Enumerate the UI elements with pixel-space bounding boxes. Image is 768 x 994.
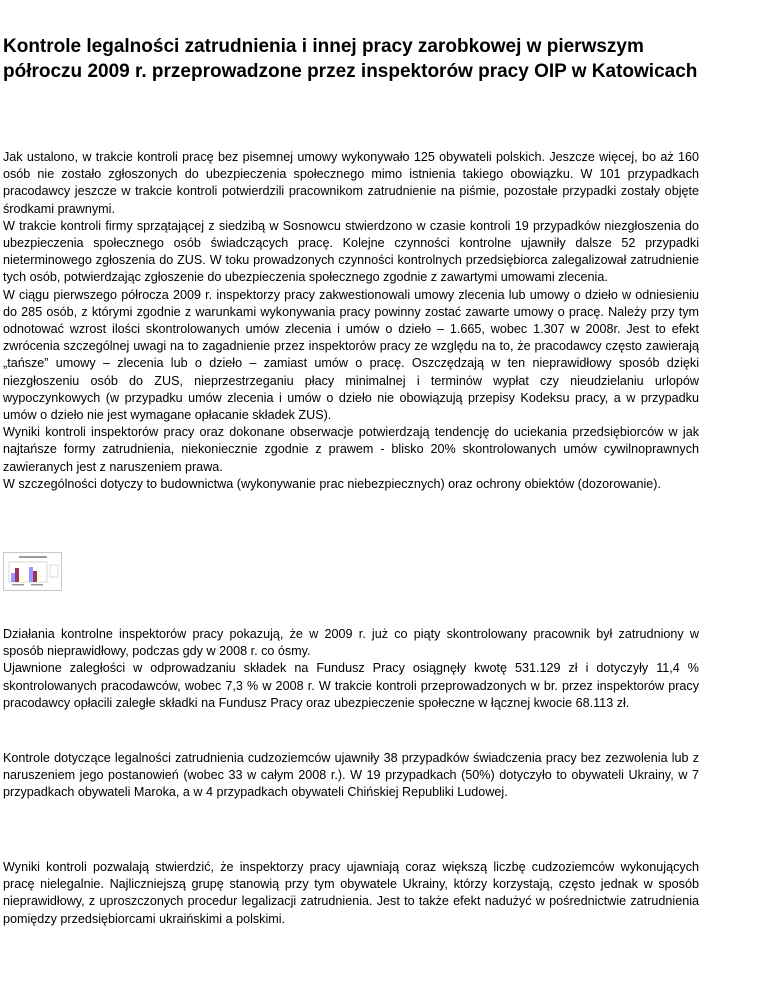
paragraph: Jak ustalono, w trakcie kontroli pracę bez pisemnej umowy wykonywało 125 obywateli polskich. Jeszcze więcej, bo aż 160 osób nie zostało zgłoszonych do ubezpieczenia społecznego mimo istnienia takiego obowiązku. W 101 przypadkach pracodawcy jeszcze w trakcie kontroli potwierdzili pracownikom zatrudnienie na piśmie, pozostałe przypadki zostały objęte środkami prawnymi. — [3, 150, 699, 216]
paragraph: W trakcie kontroli firmy sprzątającej z siedzibą w Sosnowcu stwierdzono w czasie kontroli 19 przypadków niezgłoszenia do ubezpieczenia społecznego osób świadczących pracę. Kolejne czynności kontrolne ujawniły dalsze 52 przypadki nieterminowego zgłoszenia do ZUS. W toku prowadzonych czynności kontrolnych przedsiębiorca zalegalizował zatrudnienie tych osób, potwierdzając zgłoszenie do ubezpieczenia społecznego zgodnie z zawartymi umowami zlecenia. — [3, 218, 699, 285]
section-foreigners — [3, 750, 699, 802]
thumbnail-bar — [15, 568, 19, 582]
thumbnail-bar — [29, 567, 33, 582]
document-title: Kontrole legalności zatrudnienia i innej pracy zarobkowej w pierwszym półroczu 2009 r. przeprowadzone przez inspektorów pracy OIP w Katowicach — [3, 36, 698, 82]
section-conclusions — [3, 859, 699, 928]
chart-thumbnail-graphic — [4, 553, 61, 590]
section-findings — [3, 149, 699, 493]
paragraph: Działania kontrolne inspektorów pracy pokazują, że w 2009 r. już co piąty skontrolowany pracownik był zatrudniony w sposób nieprawidłowy, podczas gdy w 2008 r. co ósmy. — [3, 627, 699, 659]
section-statistics — [3, 626, 699, 712]
paragraph: Wyniki kontroli inspektorów pracy oraz dokonane obserwacje potwierdzają tendencję do uciekania przedsiębiorców w jak najtańsze formy zatrudnienia, niekoniecznie zgodnie z prawem - blisko 20% skontrolowanych umów cywilnoprawnych zawieranych jest z naruszeniem prawa. — [3, 425, 699, 474]
thumbnail-bar — [37, 574, 41, 582]
paragraph: Wyniki kontroli pozwalają stwierdzić, że inspektorzy pracy ujawniają coraz większą liczbę cudzoziemców wykonujących pracę nielegalnie. Najliczniejszą grupę stanowią przy tym obywatele Ukrainy, którzy korzystają, często jednak w sposób nieprawidłowy, z uproszczonych procedur legalizacji zatrudnienia. Jest to także efekt nadużyć w pośrednictwie zatrudnienia pomiędzy przedsiębiorcami ukraińskimi a polskimi. — [3, 860, 699, 926]
thumbnail-bar — [33, 571, 37, 582]
thumbnail-bar — [19, 576, 23, 582]
paragraph: Kontrole dotyczące legalności zatrudnienia cudzoziemców ujawniły 38 przypadków świadczenia pracy bez zezwolenia lub z naruszeniem jego postanowień (wobec 33 w całym 2008 r.). W 19 przypadkach (50%) dotyczyło to obywateli Ukrainy, w 7 przypadkach obywateli Maroka, a w 4 przypadkach obywateli Chińskiej Republiki Ludowej. — [3, 751, 699, 800]
chart-thumbnail — [3, 552, 62, 591]
paragraph: W ciągu pierwszego półrocza 2009 r. inspektorzy pracy zakwestionowali umowy zlecenia lub umowy o dzieło w odniesieniu do 285 osób, z którymi zgodnie z warunkami wykonywania pracy powinny zostać zawarte umowy o pracę. Należy przy tym odnotować wzrost ilości skontrolowanych umów zlecenia i umów o dzieło – 1.665, wobec 1.307 w 2008r. Jest to efekt zwrócenia szczególnej uwagi na to zagadnienie przez inspektorów pracy ze względu na to, że pracodawcy często zawierają „tańsze” umowy – zlecenia lub o dzieło – zamiast umów o pracę. Oszczędzają w ten nieprawidłowy sposób dzięki niezgłoszeniu osób do ZUS, nieprzestrzeganiu płacy minimalnej i terminów wypłat czy nieudzielaniu urlopów wypoczynkowych (w przypadku umów zlecenia i umów o dzieło nie obowiązują przepisy Kodeksu pracy, a w przypadku umów o dzieło nie jest wymagane opłacanie składek ZUS). — [3, 287, 699, 423]
paragraph: Ujawnione zaległości w odprowadzaniu składek na Fundusz Pracy osiągnęły kwotę 531.129 zł i dotyczyły 11,4 % skontrolowanych pracodawców, wobec 7,3 % w 2008 r. W trakcie kontroli przeprowadzonych w br. przez inspektorów pracy pracodawcy opłacili zaległe składki na Fundusz Pracy oraz ubezpieczenie społeczne w łącznej kwocie 68.113 zł. — [3, 661, 699, 710]
thumbnail-bar — [11, 573, 15, 582]
paragraph: W szczególności dotyczy to budownictwa (wykonywanie prac niebezpiecznych) oraz ochrony obiektów (dozorowanie). — [3, 476, 661, 491]
